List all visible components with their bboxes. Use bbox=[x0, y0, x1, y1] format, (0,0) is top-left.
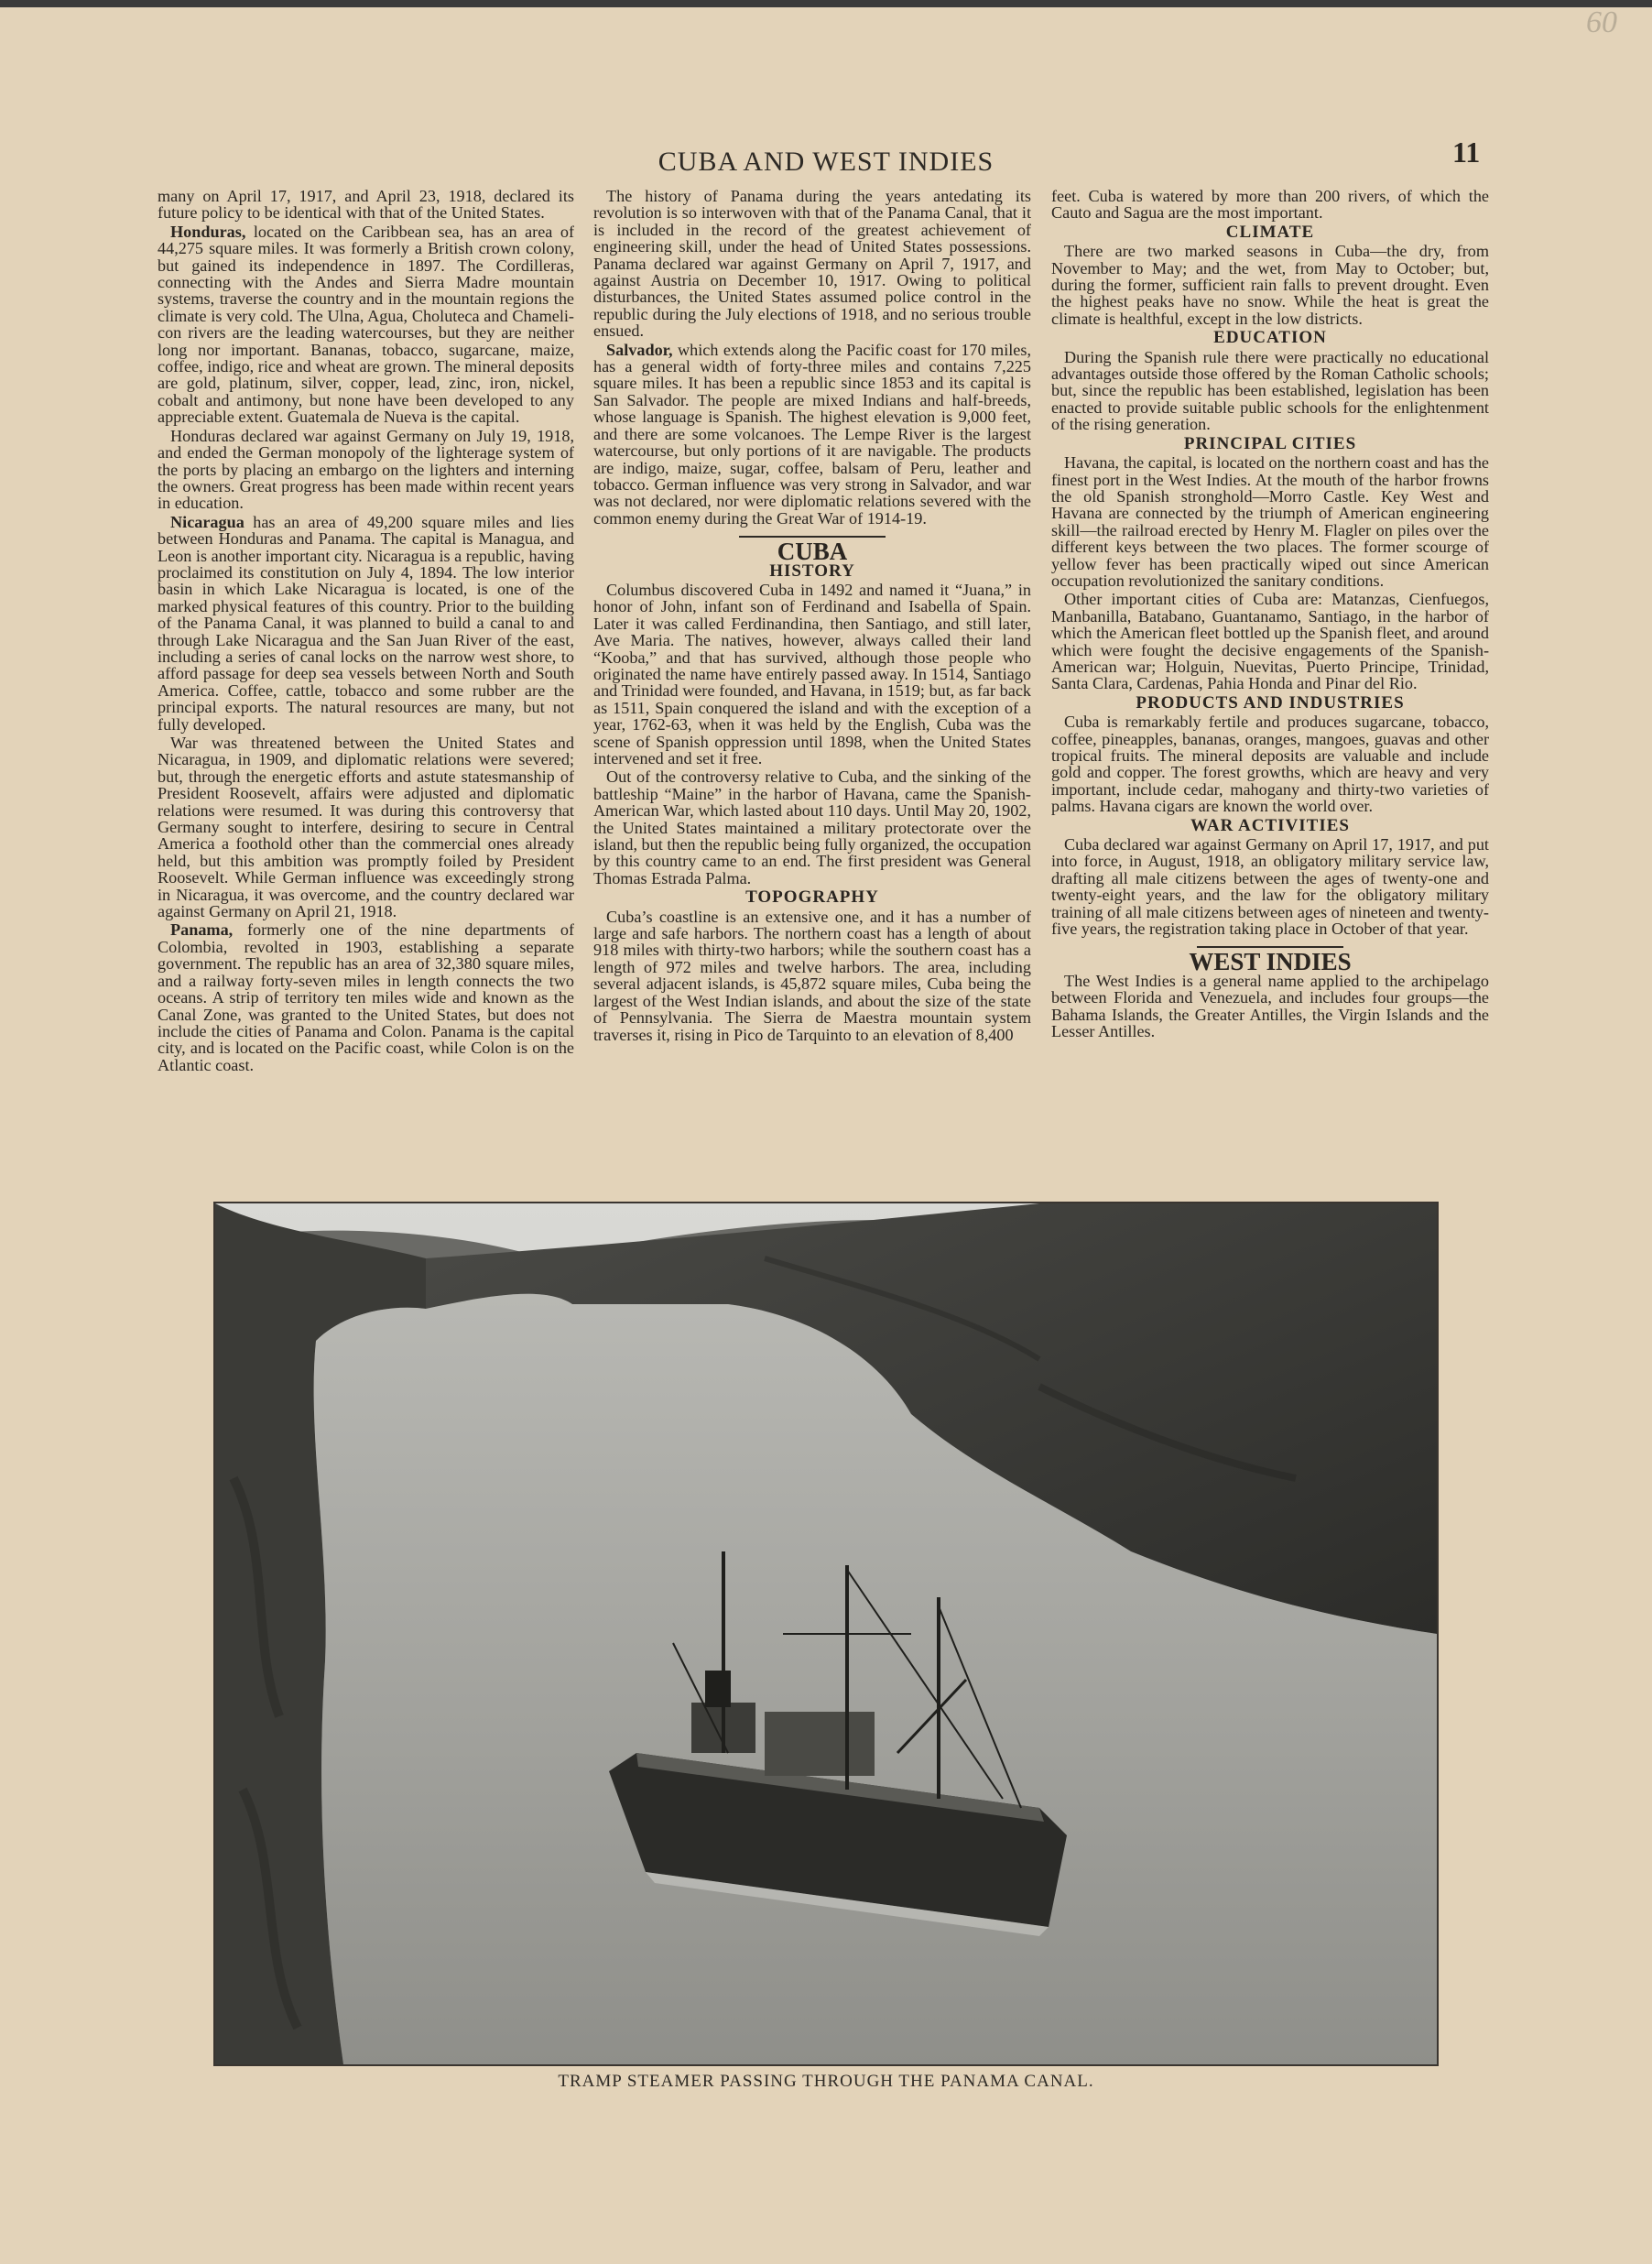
lead-term: Honduras, bbox=[170, 222, 246, 241]
paragraph: During the Spanish rule there were practically no educational advantages outside those offered by the Roman Catholic schools; but, since the republic has been established, legislation has been enacted to provide suitable public schools for the enlightenment of the rising generation. bbox=[1051, 347, 1489, 434]
lead-term: Nicaragua bbox=[170, 512, 245, 531]
paragraph-honduras bbox=[158, 223, 574, 426]
section-heading-cuba: CUBA bbox=[777, 538, 848, 566]
paragraph: Havana, the capital, is located on the northern coast and has the finest port in the West Indies. At the mouth of the harbor frowns the old Spanish stronghold—Morro Castle. Key West and Havana are connected by the triumph of American engineering skill—the railroad erected by Henry M. Flagler on piles over the different keys between the two places. The former scourge of yellow fever has been practically wiped out since American occupation revolutionized the sanitary conditions. bbox=[1051, 453, 1489, 590]
paragraph: Cuba’s coastline is an extensive one, and it has a number of large and safe harbors. The northern coast has a length of about 918 miles with thirty-two harbors; while the southern coast has a length of 972 miles and twelve harbors. The area, including several adjacent islands, is 45,872 square miles, Cuba being the largest of the West Indian islands, and about the size of the state of Pennsylvania. The Sierra de Maestra mountain system traverses it, rising in Pico de Tarquinto to an elevation of 8,400 bbox=[593, 907, 1031, 1044]
subheading-war-activities: WAR ACTIVITIES bbox=[1190, 815, 1350, 835]
figure-caption: TRAMP STEAMER PASSING THROUGH THE PANAMA CANAL. bbox=[558, 2072, 1094, 2091]
paragraph: Out of the controversy relative to Cuba, and the sinking of the battleship “Maine” in the harbor of Havana, came the Spanish-American War, which lasted about 110 days. Until May 20, 1902, the United States maintained a military protectorate over the island, but then the republic being fully organized, the occupation by this country came to an end. The first president was General Thomas Estrada Palma. bbox=[593, 767, 1031, 887]
paragraph: feet. Cuba is watered by more than 200 rivers, of which the Cauto and Sagua are the most important. bbox=[1051, 188, 1489, 223]
subheading-principal-cities: PRINCIPAL CITIES bbox=[1183, 433, 1357, 453]
paragraph: The West Indies is a general name applied to the archipelago between Florida and Venezuela, and includes four groups—the Bahama Islands, the Greater Antilles, the Virgin Islands and the Lesser Antilles. bbox=[1051, 971, 1489, 1041]
top-edge bbox=[0, 0, 1652, 7]
paragraph-salvador bbox=[593, 342, 1031, 527]
pencil-mark: 60 bbox=[1586, 5, 1617, 39]
text-column-1 bbox=[158, 188, 574, 1200]
lead-term: Panama, bbox=[170, 920, 234, 940]
paragraph: Other important cities of Cuba are: Matanzas, Cienfuegos, Manbanilla, Batabano, Guantanamo, Santiago, in the harbor of which the American fleet bottled up the Spanish fleet, and around which were fought the decisive engagements of the Spanish-American war; Holguin, Nuevitas, Puerto Principe, Trinidad, Santa Clara, Cardenas, Pahia Honda and Pinar del Rio. bbox=[1051, 590, 1489, 693]
text-column-3 bbox=[1051, 188, 1489, 1200]
paragraph: Cuba declared war against Germany on April 17, 1917, and put into force, in August, 1918, an obligatory military service law, drafting all male citizens between the ages of twenty-one and twenty-eight years, and the law for the obligatory military training of all male citizens between ages of nineteen and twenty-five years, the registration taking place in October of that year. bbox=[1051, 835, 1489, 939]
subheading-climate: CLIMATE bbox=[1225, 222, 1315, 242]
paragraph-nicaragua bbox=[158, 514, 574, 733]
paragraph-text: has an area of 49,200 square miles and lies between Honduras and Panama. The capital is Managua, and Leon is another important city. Nicaragua is a republic, having proclaimed its constitution on July 4, 1894. The low interior basin in which Lake Nicaragua is located, is one of the marked physical features of this country. Prior to the building of the Panama Canal, it was planned to build a canal to and through Lake Nicaragua and the San Juan River of the east, including a series of canal locks on the narrow west shore, to afford passage for deep sea vessels between North and South America. Coffee, cattle, tobacco and some rubber are the principal exports. The natural resources are many, but not fully developed. bbox=[158, 512, 574, 734]
paragraph: Honduras declared war against Germany on July 19, 1918, and ended the German monopoly of the lighterage system of the ports by placing an embargo on the lighters and interning the owners. Great progress has been made within recent years in education. bbox=[158, 426, 574, 513]
section-heading-west-indies: WEST INDIES bbox=[1189, 948, 1352, 976]
subheading-history: HISTORY bbox=[769, 561, 855, 581]
paragraph: Columbus discovered Cuba in 1492 and named it “Juana,” in honor of John, infant son of Ferdinand and Isabella of Spain. Later it was called Ferdinandina, then Santiago, and still later, Ave Maria. The natives, however, always called their land “Kooba,” and that has survived, although those people who originated the name have entirely passed away. In 1514, Santiago and Trinidad were founded, and Havana, in 1519; but, as far back as 1511, Spain conquered the island and with the exception of a year, 1762-63, when it was held by the English, Cuba was the scene of Spanish oppression until 1898, when the United States intervened and set it free. bbox=[593, 580, 1031, 767]
paragraph: Cuba is remarkably fertile and produces sugarcane, tobacco, coffee, pineapples, bananas, oranges, mangoes, guavas and other tropical fruits. The mineral deposits are valuable and include gold and copper. The forest growths, which are heavy and very important, include cedar, mahogany and thirty-two varieties of palms. Havana cigars are known the world over. bbox=[1051, 713, 1489, 816]
paragraph: The history of Panama during the years antedating its revolution is so interwoven with that of the Panama Canal, that it is included in the record of the greatest achievement of engineering skill, under the head of United States possessions. Panama declared war against Germany on April 7, 1917, and against Austria on December 10, 1917. Owing to political disturbances, the United States assumed police control in the republic during the July elections of 1918, and no serious trouble ensued. bbox=[593, 188, 1031, 341]
page-title: CUBA AND WEST INDIES bbox=[658, 147, 994, 177]
paragraph-text: formerly one of the nine departments of Colombia, revolted in 1903, establishing a separate government. The republic has an area of 32,380 square miles, and a railway forty-seven miles in length connects the two oceans. A strip of territory ten miles wide and known as the Canal Zone, was granted to the United States, but does not include the cities of Panama and Colon. Panama is the capital city, and is located on the Pacific coast, while Colon is on the Atlantic coast. bbox=[158, 920, 574, 1074]
text-column-2 bbox=[593, 188, 1031, 1200]
paragraph: many on April 17, 1917, and April 23, 1918, declared its future policy to be identical with that of the United States. bbox=[158, 188, 574, 223]
paragraph: War was threatened between the United States and Nicaragua, in 1909, and diplomatic relations were severed; but, through the energetic efforts and astute statesmanship of President Roosevelt, affairs were adjusted and diplomatic relations were resumed. It was during this controversy that Germany sought to interfere, desiring to secure in Central America a foothold other than the commercial ones already held, but this ambition was promptly foiled by President Roosevelt. While German influence was exceedingly strong in Nicaragua, it was overcome, and the country declared war against Germany on April 21, 1918. bbox=[158, 734, 574, 921]
paragraph-panama bbox=[158, 921, 574, 1073]
photo-illustration bbox=[215, 1203, 1437, 2064]
photograph-canal-steamer bbox=[213, 1202, 1439, 2066]
paragraph-text: located on the Caribbean sea, has an area of 44,275 square miles. It was formerly a British crown colony, but gained its independence in 1897. The Cordilleras, connecting with the Andes and Sierra Madre mountain systems, traverse the country and in the mountain regions the climate is very cold. The Ulna, Agua, Choluteca and Chameli-con rivers are the leading watercourses, but they are neither long nor important. Bananas, tobacco, sugarcane, maize, coffee, indigo, rice and wheat are grown. The mineral deposits are gold, platinum, silver, copper, lead, zinc, iron, nickel, cobalt and antimony, but none have been developed to any appreciable extent. Guatemala de Nueva is the capital. bbox=[158, 222, 574, 427]
page-number: 11 bbox=[1452, 136, 1481, 169]
lead-term: Salvador, bbox=[606, 340, 673, 359]
subheading-education: EDUCATION bbox=[1213, 328, 1327, 348]
paragraph: There are two marked seasons in Cuba—the dry, from November to May; and the wet, from May to October; but, during the former, sufficient rain falls to prevent drought. Even the highest peaks have no snow. While the heat is great the climate is healthful, except in the low districts. bbox=[1051, 242, 1489, 328]
paragraph-text: which extends along the Pacific coast for 170 miles, has a general width of forty-three miles and contains 7,225 square miles. It has been a republic since 1853 and its capital is San Salvador. The people are mixed Indians and half-breeds, whose language is Spanish. The highest elevation is 9,000 feet, and there are some volcanoes. The Lempe River is the largest watercourse, but only portions of it are navigable. The products are indigo, maize, sugar, coffee, balsam of Peru, leather and tobacco. German influence was very strong in Salvador, and war was not declared, nor were diplomatic relations severed with the common enemy during the Great War of 1914-19. bbox=[593, 340, 1031, 528]
subheading-products: PRODUCTS AND INDUSTRIES bbox=[1136, 692, 1405, 713]
subheading-topography: TOPOGRAPHY bbox=[745, 887, 879, 908]
